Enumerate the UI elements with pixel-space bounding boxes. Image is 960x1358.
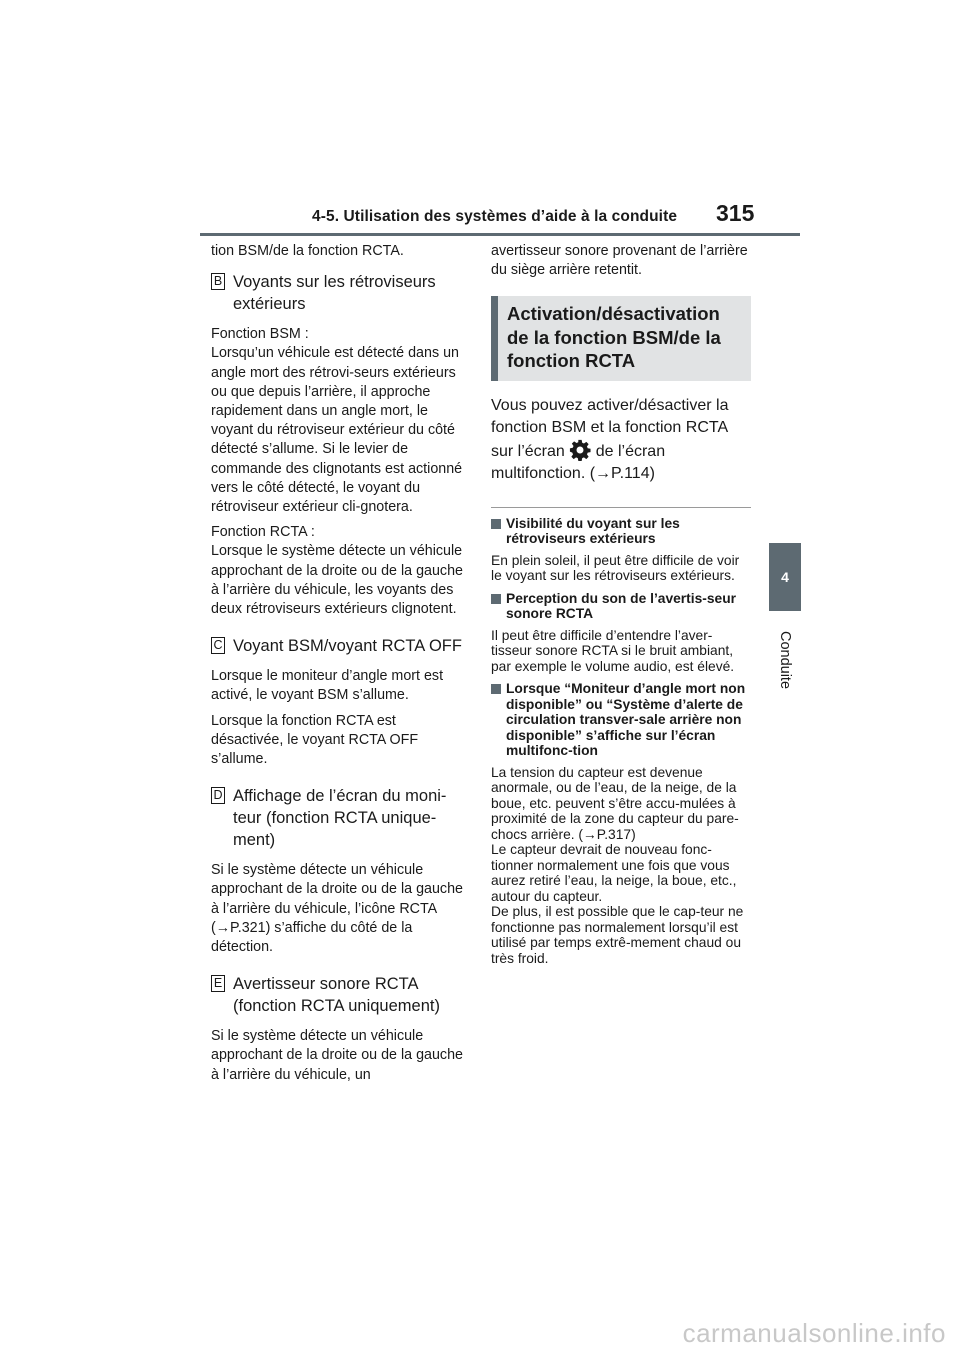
note-heading xyxy=(491,516,751,547)
note-text: En plein soleil, il peut être difficile de voir le voyant sur les rétroviseurs extérieurs. xyxy=(491,552,740,584)
gear-icon xyxy=(569,439,591,461)
item-text: Fonction RCTA : xyxy=(211,524,315,541)
chapter-tab-label xyxy=(765,620,805,700)
intro-text: Vous pouvez activer/désactiver la fonction BSM et la fonction RCTA sur l’écran xyxy=(491,396,729,460)
intro-text: de l’écran multifonction. (→P.114) xyxy=(491,442,666,482)
right-column xyxy=(491,242,751,973)
item-e xyxy=(211,973,469,1085)
watermark: carmanualsonline.info xyxy=(682,1318,946,1348)
note-title: Visibilité du voyant sur les rétroviseurs extérieurs xyxy=(506,515,680,547)
item-title: Avertisseur sonore RCTA (fonction RCTA uniquement) xyxy=(233,975,440,1016)
item-title: Voyant BSM/voyant RCTA OFF xyxy=(233,637,462,656)
item-heading xyxy=(211,635,469,657)
item-d xyxy=(211,785,469,957)
continued-text: avertisseur sonore provenant de l’arrière du siège arrière retentit. xyxy=(491,243,748,279)
chapter-tab-label-text: Conduite xyxy=(777,630,793,690)
note-heading xyxy=(491,591,751,622)
square-bullet-icon xyxy=(491,594,501,604)
note-sound xyxy=(491,591,751,675)
note-heading xyxy=(491,681,751,759)
item-text: Lorsque la fonction RCTA est désactivée, le voyant RCTA OFF s’allume. xyxy=(211,712,419,768)
note-unavailable xyxy=(491,681,751,966)
item-title: Voyants sur les rétroviseurs extérieurs xyxy=(233,273,436,314)
item-text: Lorsque le moniteur d’angle mort est activé, le voyant BSM s’allume. xyxy=(211,668,444,704)
item-heading xyxy=(211,973,469,1017)
item-heading xyxy=(211,785,469,851)
item-badge: C xyxy=(211,637,225,654)
item-title: Affichage de l’écran du moni-teur (fonction RCTA unique-ment) xyxy=(233,787,447,850)
item-badge: B xyxy=(211,273,225,290)
section-title-line: Activation/désactivation xyxy=(507,303,720,325)
chapter-tab-number[interactable]: 4 xyxy=(769,543,801,611)
item-badge: E xyxy=(211,975,225,992)
item-c xyxy=(211,635,469,769)
note-visibility xyxy=(491,516,751,584)
note-text: La tension du capteur est devenue anormale, ou de l’eau, de la neige, de la boue, etc. peuvent s’être accu-mulées à proximité de la zone du capteur du pare-chocs arrière. (→P.317) Le capteur devrait de nouveau fonc-tionner normalement une fois que vous aurez retiré l’eau, la neige, la boue, etc., autour du capteur. De plus, il est possible que le cap-teur ne fonctionne pas normalement lorsqu’il est utilisé par temps extrê-mement chaud ou très froid. xyxy=(491,764,744,966)
item-text: Si le système détecte un véhicule approchant de la droite ou de la gauche à l’arrière du véhicule, l’icône RCTA (→P.321) s’affiche du côté de la détection. xyxy=(211,862,463,956)
section-title-line: de la fonction BSM/de la xyxy=(507,326,721,348)
section-title-line: fonction RCTA xyxy=(507,350,636,372)
notes-divider xyxy=(491,507,751,508)
note-title: Perception du son de l’avertis-seur sonore RCTA xyxy=(506,590,737,622)
continued-text: tion BSM/de la fonction RCTA. xyxy=(211,243,404,259)
note-text: Il peut être difficile d’entendre l’aver-tisseur sonore RCTA si le bruit ambiant, par exemple le volume audio, est élevé. xyxy=(491,627,735,674)
item-text: Lorsque le système détecte un véhicule approchant de la droite ou de la gauche à l’arrière du véhicule, les voyants des deux rétroviseurs extérieurs clignotent. xyxy=(211,543,463,618)
square-bullet-icon xyxy=(491,519,501,529)
item-text: Si le système détecte un véhicule approchant de la droite ou de la gauche à l’arrière du véhicule, un xyxy=(211,1028,463,1083)
item-b xyxy=(211,271,469,619)
note-title: Lorsque “Moniteur d’angle mort non disponible” ou “Système d’alerte de circulation transver-sale arrière non disponible” s’affiche sur l’écran multifonc-tion xyxy=(506,681,746,759)
item-text: Fonction BSM : xyxy=(211,326,309,343)
chapter-title: 4-5. Utilisation des systèmes d’aide à la conduite xyxy=(312,208,678,225)
item-text: Lorsqu’un véhicule est détecté dans un angle mort des rétrovi-seurs extérieurs ou que depuis l’arrière, il approche rapidement dans un angle mort, le voyant du rétroviseur extérieur du côté détecté s’allume. Si le levier de commande des clignotants est actionné vers le côté détecté, le voyant du rétroviseur extérieur cli-gnotera. xyxy=(211,345,463,516)
section-heading xyxy=(491,296,751,381)
left-column xyxy=(211,242,469,1101)
item-badge: D xyxy=(211,787,225,804)
section-intro xyxy=(491,395,751,485)
square-bullet-icon xyxy=(491,684,501,694)
header-divider xyxy=(200,233,800,236)
item-heading xyxy=(211,271,469,315)
page-number: 315 xyxy=(716,200,755,226)
